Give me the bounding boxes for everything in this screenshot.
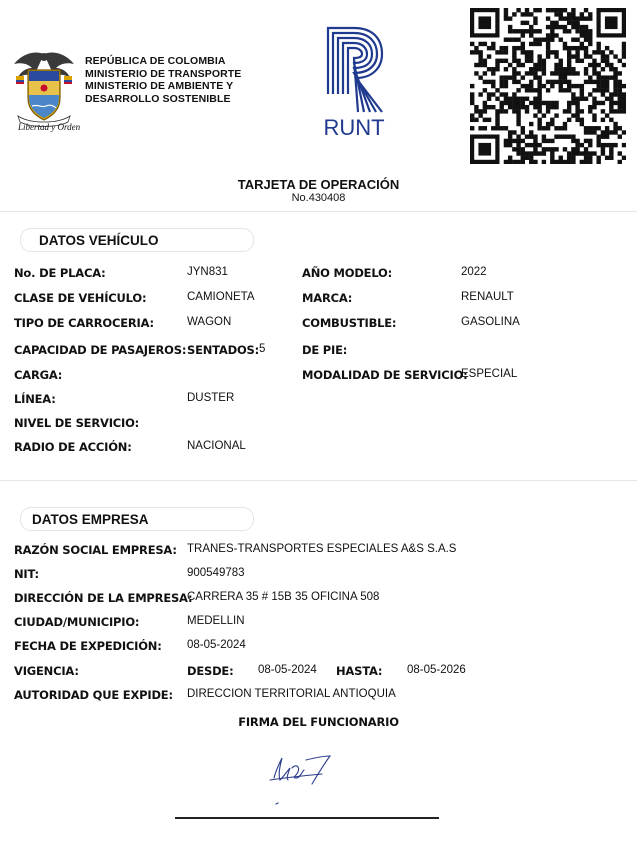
capacidad-label: CAPACIDAD DE PASAJEROS: xyxy=(14,343,187,357)
signature-line xyxy=(175,817,439,819)
direccion-value: CARRERA 35 # 15B 35 OFICINA 508 xyxy=(187,591,380,603)
modelo-label: AÑO MODELO: xyxy=(302,266,393,280)
sentados-label: SENTADOS: xyxy=(187,343,260,357)
gov-line-country: REPÚBLICA DE COLOMBIA xyxy=(85,55,226,67)
carroceria-value: WAGON xyxy=(187,316,232,328)
placa-value: JYN831 xyxy=(187,266,228,278)
carroceria-label: TIPO DE CARROCERIA: xyxy=(14,316,154,330)
divider xyxy=(0,211,637,212)
handwritten-signature xyxy=(262,748,336,808)
fecha-expedicion-label: FECHA DE EXPEDICIÓN: xyxy=(14,639,162,653)
gov-line-sustainable-dev: DESARROLLO SOSTENIBLE xyxy=(85,92,231,105)
placa-label: No. DE PLACA: xyxy=(14,266,106,280)
marca-value: RENAULT xyxy=(461,291,514,303)
divider xyxy=(0,480,637,481)
government-header xyxy=(85,55,241,105)
clase-value: CAMIONETA xyxy=(187,291,255,303)
runt-logo-text: RUNT xyxy=(323,115,385,140)
modelo-value: 2022 xyxy=(461,266,487,278)
desde-label: DESDE: xyxy=(187,664,234,678)
ciudad-label: CIUDAD/MUNICIPIO: xyxy=(14,615,140,629)
gov-line-ministry-transport: MINISTERIO DE TRANSPORTE xyxy=(85,67,242,80)
vigencia-label: VIGENCIA: xyxy=(14,664,79,678)
coat-of-arms-motto: Libertad y Orden xyxy=(18,122,81,132)
radio-accion-label: RADIO DE ACCIÓN: xyxy=(14,440,132,454)
razon-social-value: TRANES-TRANSPORTES ESPECIALES A&S S.A.S xyxy=(187,543,457,555)
document-title: TARJETA DE OPERACIÓN xyxy=(237,177,400,192)
marca-label: MARCA: xyxy=(302,291,353,305)
carga-label: CARGA: xyxy=(14,368,63,382)
clase-label: CLASE DE VEHÍCULO: xyxy=(14,291,147,305)
nit-value: 900549783 xyxy=(187,567,245,579)
razon-social-label: RAZÓN SOCIAL EMPRESA: xyxy=(14,543,177,557)
combustible-value: GASOLINA xyxy=(461,316,520,328)
nit-label: NIT: xyxy=(14,567,39,581)
autoridad-value: DIRECCION TERRITORIAL ANTIOQUIA xyxy=(187,688,396,700)
document-number: No.430408 xyxy=(291,192,346,204)
hasta-label: HASTA: xyxy=(336,664,383,678)
runt-logo-icon xyxy=(318,22,390,144)
colombia-coat-of-arms-icon xyxy=(12,48,76,132)
vehicle-section-title: DATOS VEHÍCULO xyxy=(39,233,159,248)
company-section-title: DATOS EMPRESA xyxy=(32,512,149,527)
sentados-value: 5 xyxy=(259,343,266,355)
radio-accion-value: NACIONAL xyxy=(187,440,246,452)
nivel-servicio-label: NIVEL DE SERVICIO: xyxy=(14,416,140,430)
fecha-expedicion-value: 08-05-2024 xyxy=(187,639,246,651)
ciudad-value: MEDELLIN xyxy=(187,615,245,627)
desde-value: 08-05-2024 xyxy=(258,664,317,676)
direccion-label: DIRECCIÓN DE LA EMPRESA: xyxy=(14,591,193,605)
linea-label: LÍNEA: xyxy=(14,392,56,406)
hasta-value: 08-05-2026 xyxy=(407,664,466,676)
modalidad-value: ESPECIAL xyxy=(461,368,518,380)
signature-label: FIRMA DEL FUNCIONARIO xyxy=(238,715,399,729)
gov-line-ministry-environment: MINISTERIO DE AMBIENTE Y xyxy=(85,80,234,92)
depie-label: DE PIE: xyxy=(302,343,348,357)
modalidad-label: MODALIDAD DE SERVICIO: xyxy=(302,368,468,382)
qr-code-icon xyxy=(470,8,626,164)
autoridad-label: AUTORIDAD QUE EXPIDE: xyxy=(14,688,173,702)
linea-value: DUSTER xyxy=(187,392,235,404)
combustible-label: COMBUSTIBLE: xyxy=(302,316,397,330)
